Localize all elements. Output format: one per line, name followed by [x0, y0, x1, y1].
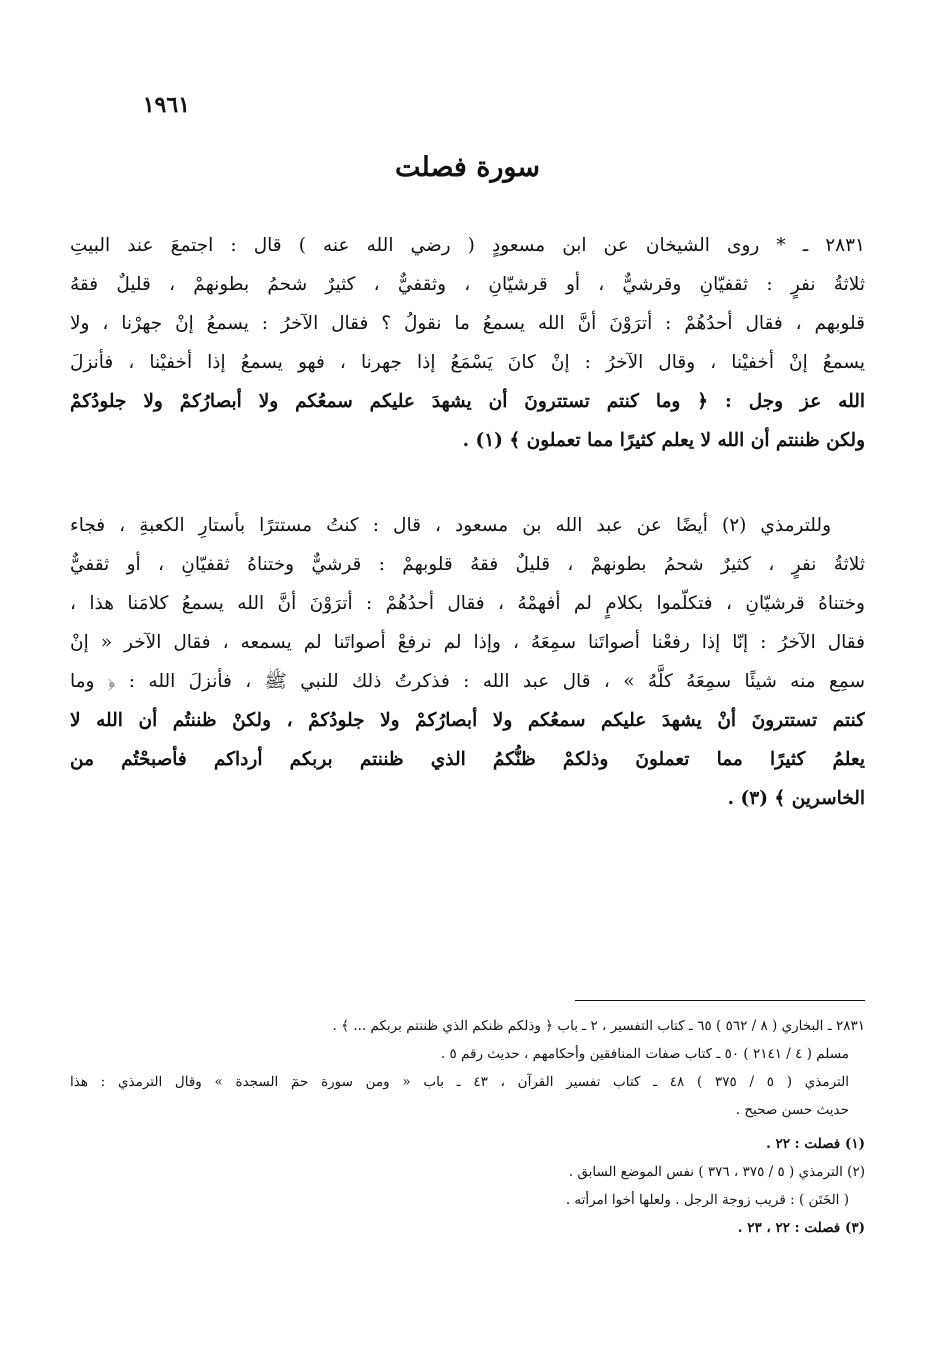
text-line: ثلاثةُ نفرٍ : ثقفيّانِ وقرشيٌّ ، أو قرشيّانِ ، وثقفيٌّ ، كثيرٌ شحمُ بطونهمْ ، قليلٌ فقهُ	[70, 274, 865, 295]
quran-verse-line: يعلمُ كثيرًا مما تعملونَ وذلكمْ ظنُّكمُ الذي ظننتم بربكم أرداكم فأصبحْتُم من	[70, 749, 865, 770]
text-line: يسمعُ إنْ أخفيْنا ، وقال الآخرُ : إنْ كانَ يَسْمَعُ إذا جهرنا ، فهو يسمعُ إذا أخفيْنا ، فأنزلَ	[70, 352, 865, 373]
quran-verse-line: ولكن ظننتم أن الله لا يعلم كثيرًا مما تعملون ﴾ (١) .	[462, 430, 865, 451]
footnote-note-3: (٣) فصلت : ٢٢ ، ٢٣ .	[737, 1220, 865, 1236]
text-line: فقال الآخرُ : إنّا إذا رفعْنا أصواتَنا سمِعَهُ ، وإذا لم نرفعْ أصواتَنا لم يسمعه ، فقال الآخر « إنْ	[70, 632, 865, 653]
quran-verse-line: الخاسرين ﴾ (٣) .	[727, 788, 865, 809]
page-number: ١٩٦١	[142, 92, 190, 118]
footnote-note-khatan: ( الخَتَن ) : قريب زوجة الرجل . ولعلها أخوا امرأته .	[565, 1192, 849, 1208]
text-line: قلوبهم ، فقال أحدُهُمْ : أترَوْنَ أنَّ الله يسمعُ ما نقولُ ؟ فقال الآخرُ : يسمعُ إنْ جهرْنا ، ولا	[70, 313, 865, 334]
surah-title: سورة فصلت	[395, 152, 540, 183]
text-line: وللترمذي (٢) أيضًا عن عبد الله بن مسعود ، قال : كنتُ مستترًا بأستارِ الكعبةِ ، فجاء	[70, 515, 831, 536]
quran-verse-line: الله عز وجل : ﴿ وما كنتم تستترونَ أن يشهدَ عليكم سمعُكم ولا أبصارُكمْ ولا جلودُكمْ	[70, 391, 865, 412]
text-line: سمِع منه شيئًا سمِعَهُ كلَّهُ » ، قال عبد الله : فذكرتُ ذلك للنبي ﷺ ، فأنزلَ الله : ﴿ وما	[70, 671, 865, 692]
hadith-2831-paragraph	[70, 226, 865, 460]
text-line: ثلاثةُ نفرٍ ، كثيرٌ شحمُ بطونهمْ ، قليلٌ فقهُ قلوبهمْ : قرشيٌّ وختناهُ ثقفيّانِ ، أو ثقفيٌّ	[70, 554, 865, 575]
footnotes	[70, 1012, 865, 1242]
footnote-note-2: (٢) الترمذي ( ٥ / ٣٧٥ ، ٣٧٦ ) نفس الموضع السابق .	[568, 1164, 865, 1180]
footnote-source-line: ٢٨٣١ ـ البخاري ( ٨ / ٥٦٢ ) ٦٥ ـ كتاب التفسير ، ٢ ـ باب ﴿ وذلكم ظنكم الذي ظننتم بربكم ... ﴾ .	[332, 1018, 865, 1034]
footnote-note-1: (١) فصلت : ٢٢ .	[766, 1136, 865, 1152]
footnote-source-line: الترمذي ( ٥ / ٣٧٥ ) ٤٨ ـ كتاب تفسير القرآن ، ٤٣ ـ باب « ومن سورة حمٓ السجدة » وقال الترمذي : هذا	[70, 1074, 849, 1090]
text-line: ٢٨٣١ ـ * روى الشيخان عن ابن مسعودٍ ( رضي الله عنه ) قال : اجتمعَ عند البيتِ	[70, 235, 865, 256]
quran-verse-line: كنتم تستترونَ أنْ يشهدَ عليكم سمعُكم ولا أبصارُكمْ ولا جلودُكمْ ، ولكنْ ظننتُم أن الله لا	[70, 710, 865, 731]
footnote-source-line: مسلم ( ٤ / ٢١٤١ ) ٥٠ ـ كتاب صفات المنافقين وأحكامهم ، حديث رقم ٥ .	[440, 1046, 849, 1062]
footnote-source-line: حديث حسن صحيح .	[735, 1102, 849, 1118]
tirmidhi-narration-paragraph	[70, 506, 865, 818]
footnote-divider	[575, 1000, 865, 1001]
text-line: وختناهُ قرشيّانِ ، فتكلّموا بكلامٍ لم أفهمْهُ ، فقال أحدُهُمْ : أترَوْنَ أنَّ الله يسمعُ كلامَنا هذا ،	[70, 593, 865, 614]
